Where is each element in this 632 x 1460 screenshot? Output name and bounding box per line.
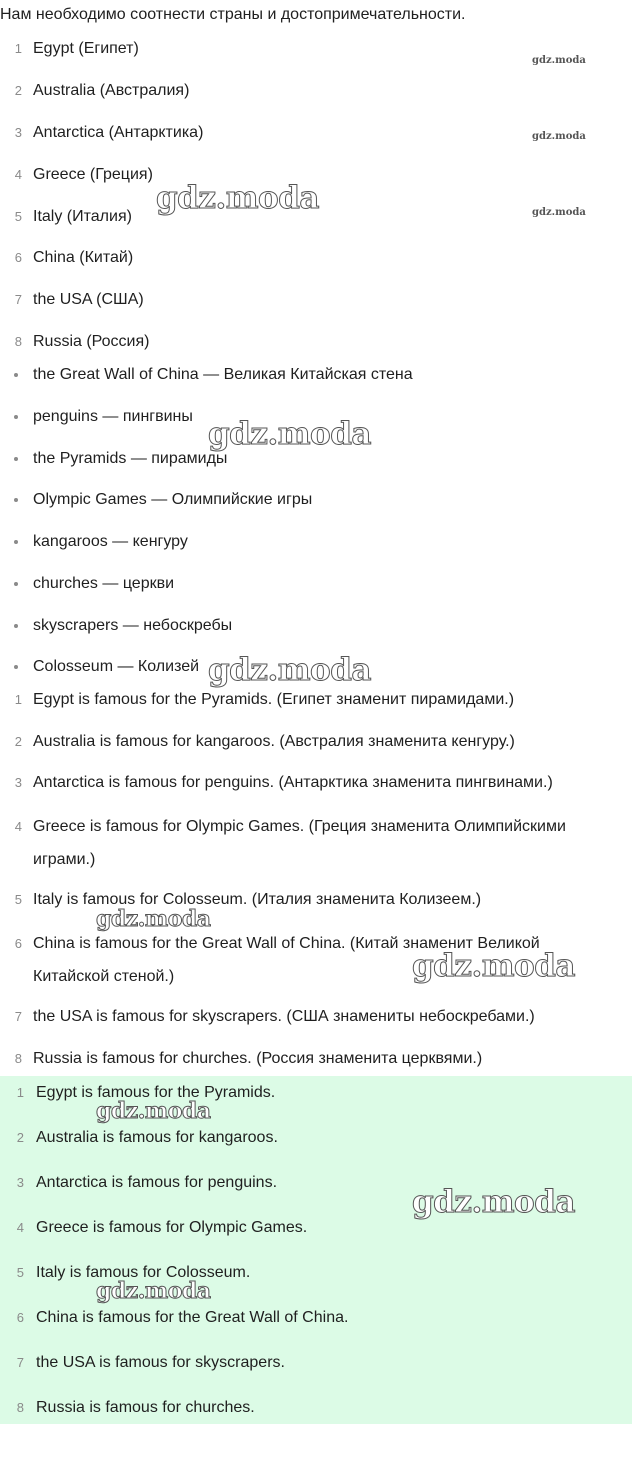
watermark: gdz.moda [96,1098,211,1124]
answer-box [0,1076,632,1424]
item-text: Italy is famous for Colosseum. [36,1264,251,1281]
item-text: churches — церкви [33,575,175,592]
item-text: skyscrapers — небоскребы [33,617,233,634]
item-text: Antarctica is famous for penguins. (Антарктика знаменита пингвинами.) [33,774,553,791]
item-number: 3 [16,1175,24,1190]
item-text: Colosseum — Колизей [33,658,200,675]
list-item [0,34,632,64]
list-item [0,76,632,106]
item-number: 7 [16,1355,24,1370]
item-number: 2 [14,83,22,98]
list-item [0,1123,632,1153]
item-number: 1 [16,1085,24,1100]
list-item [0,285,632,315]
list-item [0,444,632,474]
item-text: penguins — пингвины [33,408,193,425]
item-text: the Great Wall of China — Великая Китайская стена [33,366,413,383]
item-number: 7 [14,292,22,307]
list-item [0,885,632,915]
list-item [0,685,632,715]
watermark: gdz.moda [208,652,371,688]
item-text: Russia is famous for churches. [36,1399,255,1416]
item-number: 2 [14,734,22,749]
item-number: 4 [14,167,22,182]
item-text: Antarctica is famous for penguins. [36,1174,278,1191]
bullet-icon [14,373,18,377]
item-text: the USA (США) [33,291,144,308]
item-number: 7 [14,1009,22,1024]
list-item [0,327,632,357]
bullet-icon [14,540,18,544]
item-number: 5 [14,209,22,224]
item-text: Egypt is famous for the Pyramids. [36,1084,276,1101]
list-item [0,1078,632,1108]
list-item [0,1393,632,1423]
list-item [0,527,632,557]
list-item [0,768,632,798]
watermark: gdz.moda [96,1278,211,1304]
bullet-icon [14,415,18,419]
item-number: 6 [14,250,22,265]
item-text: China is famous for the Great Wall of China. [36,1309,349,1326]
watermark: gdz.moda [532,131,586,142]
list-item [0,1303,632,1333]
bullet-icon [14,498,18,502]
item-number: 6 [16,1310,24,1325]
item-text: Australia (Австралия) [33,82,190,99]
list-item [0,1044,632,1074]
watermark: gdz.moda [412,1184,575,1220]
watermark: gdz.moda [156,180,319,216]
list-item [0,1168,632,1198]
bullet-icon [14,457,18,461]
item-number: 5 [14,892,22,907]
item-text: Russia is famous for churches. (Россия знаменита церквями.) [33,1050,483,1067]
item-text: Greece (Греция) [33,166,153,183]
item-text: Egypt is famous for the Pyramids. (Египет знаменит пирамидами.) [33,691,515,708]
item-text: the USA is famous for skyscrapers. [36,1354,285,1371]
item-number: 4 [16,1220,24,1235]
item-text: the USA is famous for skyscrapers. (США знамениты небоскребами.) [33,1008,535,1025]
item-text: Greece is famous for Olympic Games. (Греция знаменита Олимпийскими играми.) [33,818,566,868]
watermark: gdz.moda [532,207,586,218]
item-text: Egypt (Египет) [33,40,139,57]
item-text: Antarctica (Антарктика) [33,124,204,141]
item-number: 8 [14,1051,22,1066]
item-text: Italy (Италия) [33,208,132,225]
watermark: gdz.moda [208,416,371,452]
bullet-icon [14,624,18,628]
intro-text: Нам необходимо соотнести страны и достопримечательности. [0,6,466,23]
item-number: 1 [14,692,22,707]
item-number: 3 [14,125,22,140]
list-item [0,611,632,641]
list-item [0,243,632,273]
item-number: 2 [16,1130,24,1145]
watermark: gdz.moda [96,906,211,932]
item-text: kangaroos — кенгуру [33,533,188,550]
item-text: Olympic Games — Олимпийские игры [33,491,313,508]
bullet-icon [14,665,18,669]
item-text: China is famous for the Great Wall of China. (Китай знаменит Великой Китайской стеной.) [33,935,540,985]
item-number: 4 [14,819,22,834]
list-item [0,118,632,148]
list-item [0,569,632,599]
list-item [0,1348,632,1378]
item-text: Australia is famous for kangaroos. (Австралия знаменита кенгуру.) [33,733,515,750]
list-item [0,360,632,390]
list-item [0,1258,632,1288]
item-number: 5 [16,1265,24,1280]
watermark: gdz.moda [412,948,575,984]
item-number: 1 [14,41,22,56]
watermark: gdz.moda [532,55,586,66]
bullet-icon [14,582,18,586]
list-item [0,652,632,682]
item-number: 6 [14,936,22,951]
list-item [0,402,632,432]
item-number: 8 [14,334,22,349]
item-text: China (Китай) [33,249,134,266]
item-text: Greece is famous for Olympic Games. [36,1219,308,1236]
list-item [0,202,632,232]
list-item [0,727,632,757]
list-item [0,160,632,190]
item-text: Australia is famous for kangaroos. [36,1129,278,1146]
item-number: 3 [14,775,22,790]
list-item [0,1002,632,1032]
list-item [0,1213,632,1243]
item-text: the Pyramids — пирамиды [33,450,228,467]
item-text: Russia (Россия) [33,333,150,350]
list-item [0,485,632,515]
item-text: Italy is famous for Colosseum. (Италия знаменита Колизеем.) [33,891,482,908]
item-number: 8 [16,1400,24,1415]
